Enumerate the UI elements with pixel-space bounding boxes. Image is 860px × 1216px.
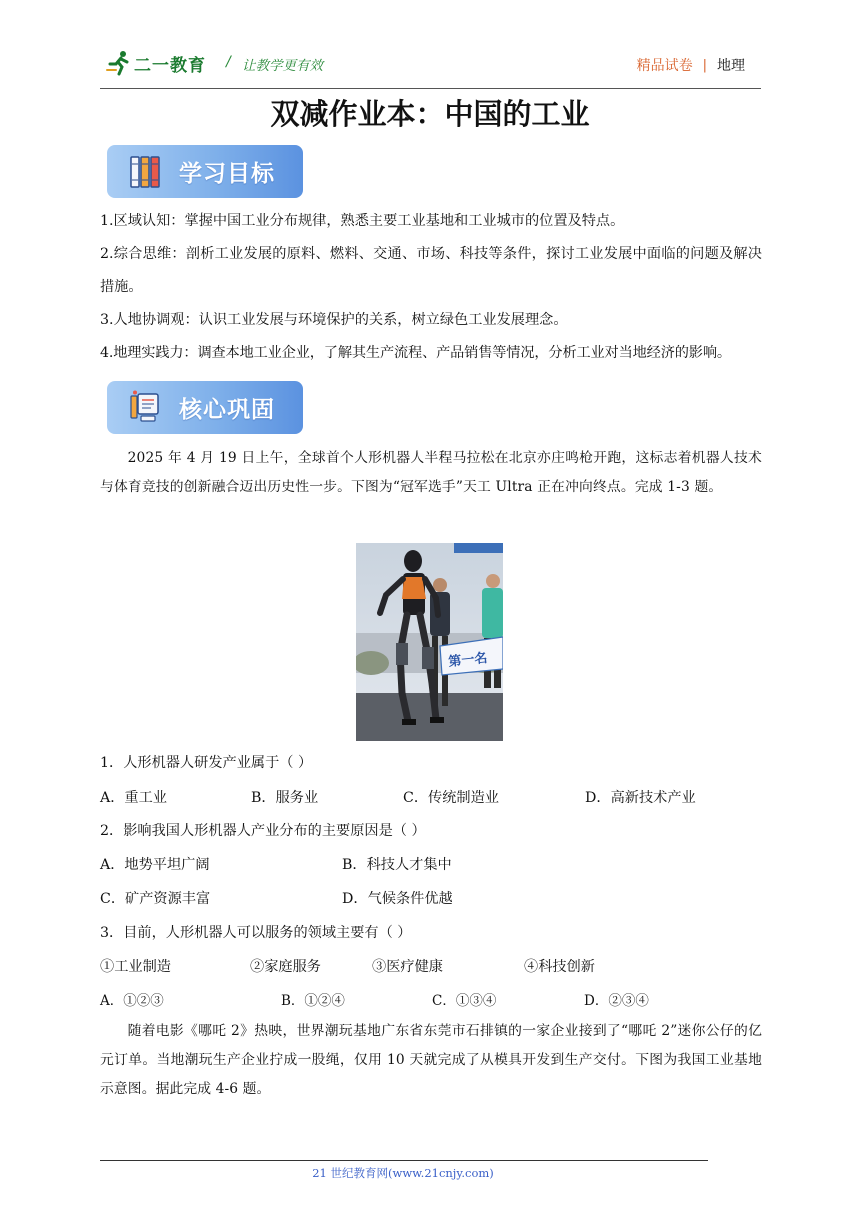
section-banner-goals xyxy=(107,145,303,198)
q2-option-d[interactable]: D．气候条件优越 xyxy=(342,891,453,907)
q1-option-d[interactable]: D．高新技术产业 xyxy=(585,790,696,806)
q1-option-a[interactable]: A．重工业 xyxy=(100,790,167,806)
brand-logo xyxy=(106,50,206,76)
q3-option-c[interactable]: C．①③④ xyxy=(432,993,497,1009)
q2-option-a[interactable]: A．地势平坦广阔 xyxy=(100,857,210,873)
goal-item-4: 4.地理实践力：调查本地工业企业，了解其生产流程、产品销售等情况，分析工业对当地经济的影响。 xyxy=(100,345,731,361)
computer-icon xyxy=(129,390,161,426)
header-subject: 地理 xyxy=(717,58,745,74)
footer-divider xyxy=(100,1160,708,1161)
footer-link[interactable]: 21 世纪教育网(www.21cnjy.com) xyxy=(312,1166,494,1180)
goal-item-3: 3.人地协调观：认识工业发展与环境保护的关系，树立绿色工业发展理念。 xyxy=(100,312,568,328)
header-slash: / xyxy=(226,54,231,70)
header-separator: | xyxy=(702,57,707,73)
q3-item-2: ②家庭服务 xyxy=(250,959,321,975)
q3-item-4: ④科技创新 xyxy=(524,959,595,975)
question-1-stem: 1．人形机器人研发产业属于（ ） xyxy=(100,755,313,771)
section-title-goals: 学习目标 xyxy=(179,161,275,187)
header-tag: 精品试卷 xyxy=(636,58,693,74)
photo-banner-text: 第一名 xyxy=(447,651,489,671)
goal-item-1: 1.区域认知：掌握中国工业分布规律，熟悉主要工业基地和工业城市的位置及特点。 xyxy=(100,213,625,229)
q3-item-1: ①工业制造 xyxy=(100,959,171,975)
passage-robot-marathon: 2025 年 4 月 19 日上午，全球首个人形机器人半程马拉松在北京亦庄鸣枪开跑，这标志着机器人技术与体育竞技的创新融合迈出历史性一步。下图为“冠军选手”天工 Ultra 正在冲向终点。完成 1-3 题。 xyxy=(100,450,762,495)
header-divider xyxy=(100,88,761,89)
section-title-core: 核心巩固 xyxy=(179,397,275,423)
q1-option-b[interactable]: B．服务业 xyxy=(251,790,319,806)
logo-text: 二一教育 xyxy=(134,55,206,76)
question-2-stem: 2．影响我国人形机器人产业分布的主要原因是（ ） xyxy=(100,823,426,839)
q1-option-c[interactable]: C．传统制造业 xyxy=(403,790,499,806)
q3-option-d[interactable]: D．②③④ xyxy=(584,993,649,1009)
books-icon xyxy=(129,154,161,190)
section-banner-core xyxy=(107,381,303,434)
header-right xyxy=(637,55,745,75)
robot-marathon-photo xyxy=(356,543,503,741)
q2-option-b[interactable]: B．科技人才集中 xyxy=(342,857,452,873)
runner-logo-icon xyxy=(106,50,132,76)
q3-option-a[interactable]: A．①②③ xyxy=(100,993,164,1009)
q2-option-c[interactable]: C．矿产资源丰富 xyxy=(100,891,211,907)
q3-item-3: ③医疗健康 xyxy=(372,959,443,975)
q3-option-b[interactable]: B．①②④ xyxy=(281,993,345,1009)
header-slogan: 让教学更有效 xyxy=(242,58,323,74)
passage-nezha-industry: 随着电影《哪吒 2》热映，世界潮玩基地广东省东莞市石排镇的一家企业接到了“哪吒 2”迷你公仔的亿元订单。当地潮玩生产企业拧成一股绳，仅用 10 天就完成了从模具开发到生产交付。下图为我国工业基地示意图。据此完成 4-6 题。 xyxy=(100,1023,762,1097)
page-title: 双减作业本：中国的工业 xyxy=(270,97,590,131)
question-3-stem: 3．目前，人形机器人可以服务的领域主要有（ ） xyxy=(100,925,412,941)
goal-item-2: 2.综合思维：剖析工业发展的原料、燃料、交通、市场、科技等条件，探讨工业发展中面临的问题及解决措施。 xyxy=(100,246,762,295)
